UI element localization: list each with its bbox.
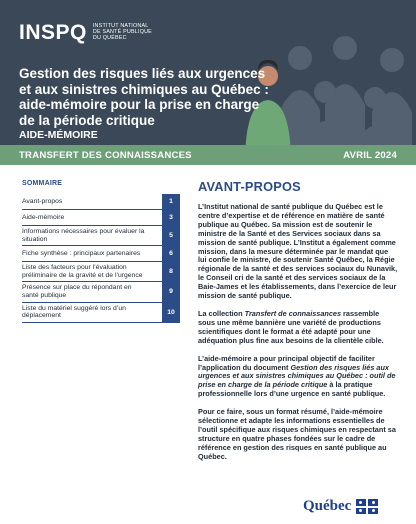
document-title: Gestion des risques liés aux urgences et aux sinistres chimiques au Québec : aide-mémoire pour la prise en charge de la période critique <box>19 66 269 128</box>
paragraph-collection: La collection Transfert de connaissances rassemble sous une même bannière une variété de productions scientifiques dont le format a été adapté pour une adéquation plus fine aux besoins de la clientèle cible. <box>198 308 384 345</box>
avant-propos-section <box>198 179 398 471</box>
toc-item-page: 8 <box>162 262 180 281</box>
toc-title: SOMMAIRE <box>22 180 63 187</box>
toc-item-label: Aide-mémoire <box>22 213 65 221</box>
toc-item[interactable] <box>22 262 180 282</box>
paragraph-format: Pour ce faire, sous un format résumé, l’aide-mémoire sélectionne et adapte les informations essentielles de l’outil spécifique aux risques chimiques en respectant sa structure en quatre phases fondées sur le cadre de référence en gestion des risques en santé publique au Québec. <box>198 407 396 461</box>
toc-item-label: Informations nécessaires pour évaluer la situation <box>22 228 145 243</box>
toc-item-page: 9 <box>162 282 180 301</box>
quebec-wordmark: Québec <box>303 498 352 514</box>
toc-item-page: 1 <box>162 194 180 209</box>
toc-item-label: Fiche synthèse : principaux partenaires <box>22 249 141 257</box>
toc-item-page: 3 <box>162 210 180 225</box>
toc-item-label: Liste du matériel suggéré lors d’un déplacement <box>22 304 126 320</box>
toc-item[interactable] <box>22 282 180 302</box>
toc-item-label: Présence sur place du répondant en santé publique <box>22 284 132 299</box>
document-type: AIDE-MÉMOIRE <box>19 129 98 141</box>
toc-item-label: Avant-propos <box>22 197 63 205</box>
collection-band <box>0 145 416 165</box>
toc-item[interactable] <box>22 226 180 246</box>
toc-item-page: 5 <box>162 226 180 245</box>
paragraph-institut: L’Institut national de santé publique du Québec est le centre d’expertise et de référence en matière de santé publique au Québec. Sa mission est de soutenir le ministre de la Santé et des Services sociaux dans sa mission de santé publique. L’Institut a également comme mission, dans la mesure déterminée par le mandat que lui confie le ministre, de soutenir Santé Québec, la Régie régionale de la santé et des services sociaux du Nunavik, le Conseil cri de la santé et des services sociaux de la Baie-James et les établissements, dans l’exercice de leur mission de santé publique. <box>198 202 398 301</box>
quebec-logo <box>303 498 378 515</box>
paragraph-objectif: L’aide-mémoire a pour principal objectif de faciliter l’application du document Gestion des risques liés aux urgences et aux sinistres chimiques au Québec : outil de prise en charge de la période critique à la pratique professionnelle lors d’une urgence en santé publique. <box>198 353 396 399</box>
collection-name: TRANSFERT DES CONNAISSANCES <box>19 149 192 161</box>
toc-item[interactable] <box>22 210 180 226</box>
section-heading: AVANT-PROPOS <box>198 179 301 194</box>
inspq-logo <box>19 22 152 43</box>
publication-date: AVRIL 2024 <box>343 149 397 161</box>
toc-item-page: 6 <box>162 246 180 261</box>
toc-item[interactable] <box>22 194 180 210</box>
toc-item-page: 10 <box>162 303 180 322</box>
toc-item-label: Liste des facteurs pour l’évaluation préliminaire de la gravité et de l’urgence <box>22 264 143 279</box>
logo-wordmark: INSPQ <box>19 21 87 44</box>
fleurdelise-flag-icon <box>356 499 378 514</box>
cover-header <box>0 0 416 164</box>
logo-subtext: INSTITUT NATIONAL DE SANTÉ PUBLIQUE DU QUÉBEC <box>92 23 152 42</box>
toc-item[interactable] <box>22 303 180 323</box>
toc-item[interactable] <box>22 246 180 262</box>
table-of-contents <box>22 180 180 323</box>
